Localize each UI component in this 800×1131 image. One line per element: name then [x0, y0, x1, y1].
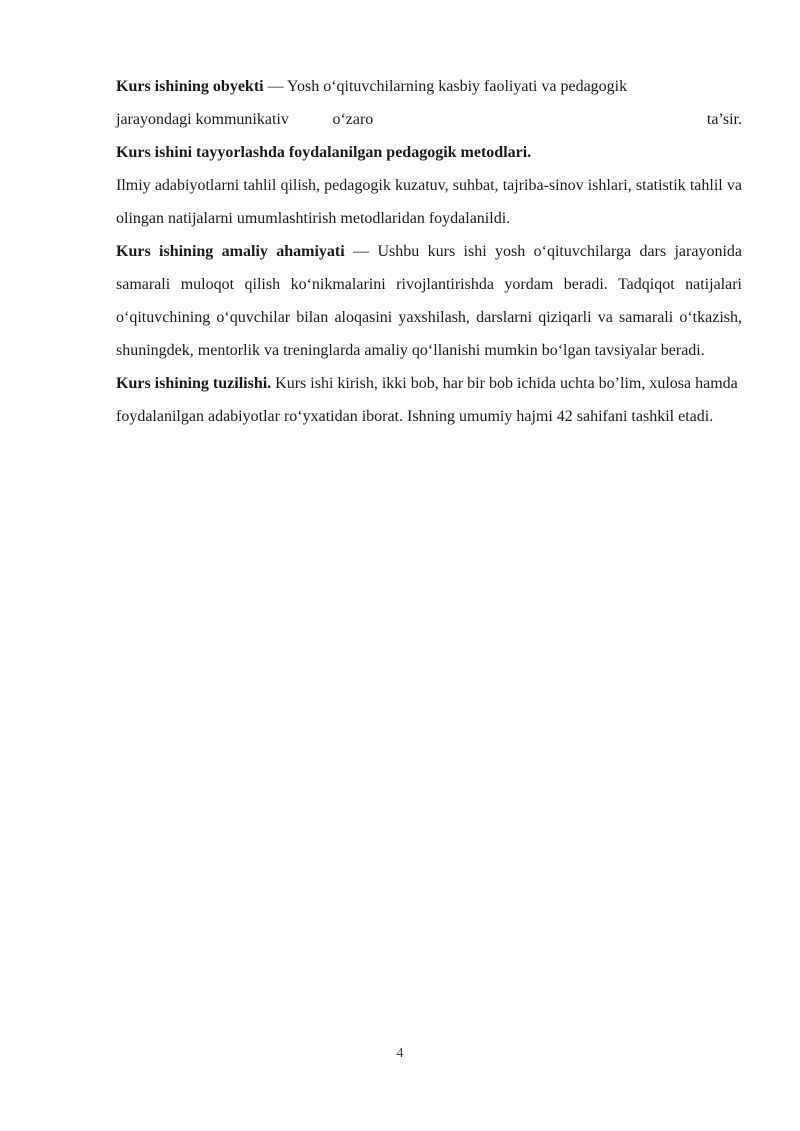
object-paragraph	[116, 70, 742, 136]
structure-heading: Kurs ishining tuzilishi.	[116, 375, 272, 392]
object-word-3: ta’sir.	[706, 111, 742, 128]
methods-heading: Kurs ishini tayyorlashda foydalanilgan pedagogik metodlari.	[116, 144, 532, 161]
methods-text: Ilmiy adabiyotlarni tahlil qilish, pedagogik kuzatuv, suhbat, tajriba-sinov ishlari, statistik tahlil va olingan natijalarni umumlashtirish metodlaridan foydalanildi.	[116, 177, 742, 227]
object-heading: Kurs ishining obyekti	[116, 78, 264, 95]
structure-text: Kurs ishi kirish, ikki bob, har bir bob ichida uchta bo’lim, xulosa hamda foydalanilgan adabiyotlar ro‘yxatidan iborat. Ishning umumiy hajmi 42 sahifani tashkil etadi.	[116, 375, 738, 425]
significance-paragraph	[116, 235, 742, 367]
page-number: 4	[396, 1046, 404, 1061]
object-word-1: jarayondagi kommunikativ	[116, 111, 289, 128]
object-text-line-2	[116, 103, 742, 136]
methods-paragraph	[116, 136, 742, 235]
structure-paragraph	[116, 367, 742, 433]
document-body	[116, 70, 742, 433]
significance-text: — Ushbu kurs ishi yosh o‘qituvchilarga dars jarayonida samarali muloqot qilish ko‘nikmalarini rivojlantirishda yordam beradi. Tadqiqot natijalari o‘qituvchining o‘quvchilar bilan aloqasini yaxshilash, darslarni qiziqarli va samarali o‘tkazish, shuningdek, mentorlik va treninglarda amaliy qo‘llanishi mumkin bo‘lgan tavsiyalar beradi.	[116, 243, 743, 359]
object-text-a: — Yosh o‘qituvchilarning kasbiy faoliyati va pedagogik	[263, 78, 628, 95]
object-word-2: o‘zaro	[332, 111, 374, 128]
significance-heading: Kurs ishining amaliy ahamiyati	[116, 243, 345, 260]
